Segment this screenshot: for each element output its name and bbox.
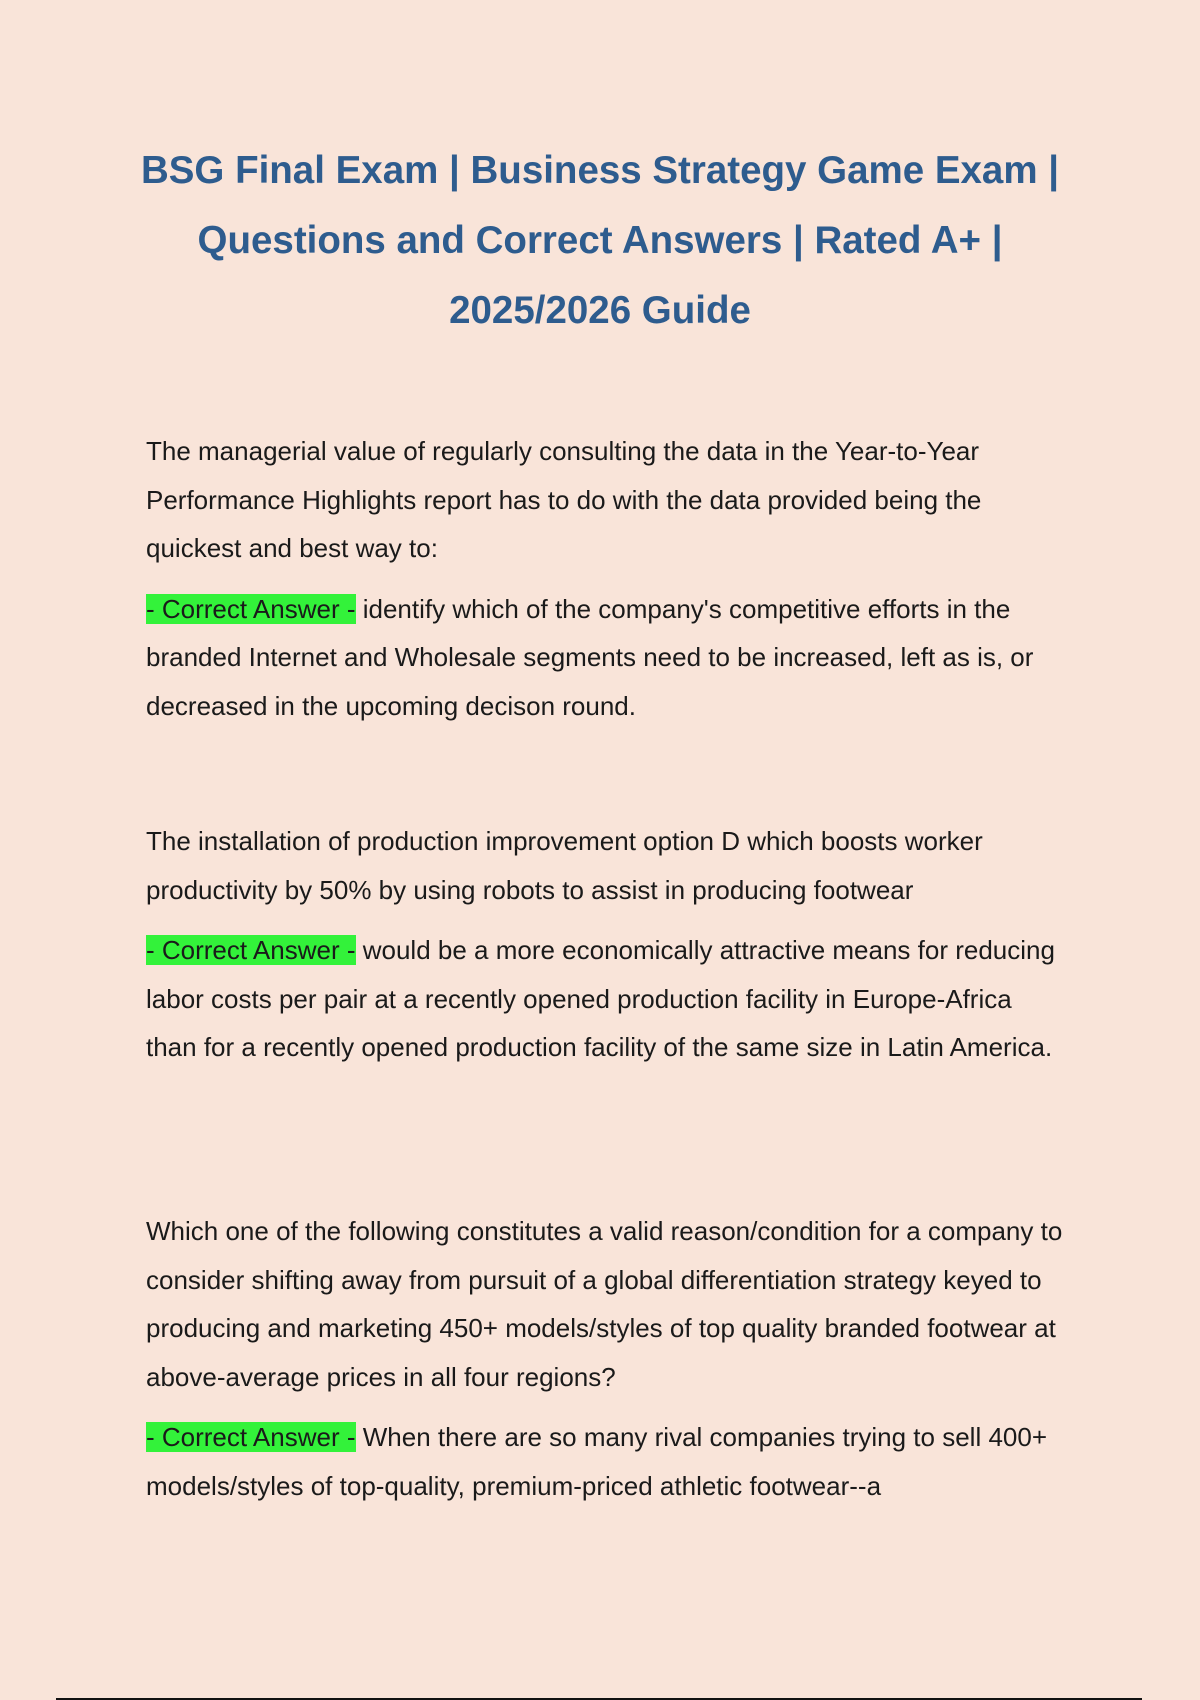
answer-text: identify which of the company's competitive efforts in the branded Internet and Wholesale segments need to be increased, left as is, or decreased in the upcoming decison round. (146, 593, 1034, 721)
correct-answer-label: - Correct Answer - (146, 1422, 356, 1452)
correct-answer-label: - Correct Answer - (146, 593, 356, 624)
qa-block (146, 1207, 1066, 1510)
answer-paragraph (146, 926, 1066, 1072)
correct-answer-label: - Correct Answer - (146, 935, 356, 965)
answer-paragraph (146, 1413, 1066, 1510)
qa-block (146, 817, 1066, 1072)
question-text: The installation of production improvement option D which boosts worker productivity by 50% by using robots to assist in producing footwear (146, 826, 983, 905)
answer-paragraph (146, 585, 1066, 731)
question-text: The managerial value of regularly consulting the data in the Year-to-Year Performance Highlights report has to do with the data provided being the quickest and best way to: (146, 436, 982, 563)
answer-text: When there are so many rival companies trying to sell 400+ models/styles of top-quality, premium-priced athletic footwear--a (146, 1422, 1048, 1501)
question-text: Which one of the following constitutes a valid reason/condition for a company to consider shifting away from pursuit of a global differentiation strategy keyed to producing and marketing 450+ models/styles of top quality branded footwear at above-average prices in all four regions? (146, 1216, 1063, 1392)
answer-text: would be a more economically attractive means for reducing labor costs per pair at a recently opened production facility in Europe-Africa than for a recently opened production facility of the same size in Latin America. (146, 935, 1055, 1062)
document-title: BSG Final Exam | Business Strategy Game Exam | Questions and Correct Answers | Rated A+ | 2025/2026 Guide (140, 149, 1060, 332)
qa-block (146, 427, 1066, 730)
